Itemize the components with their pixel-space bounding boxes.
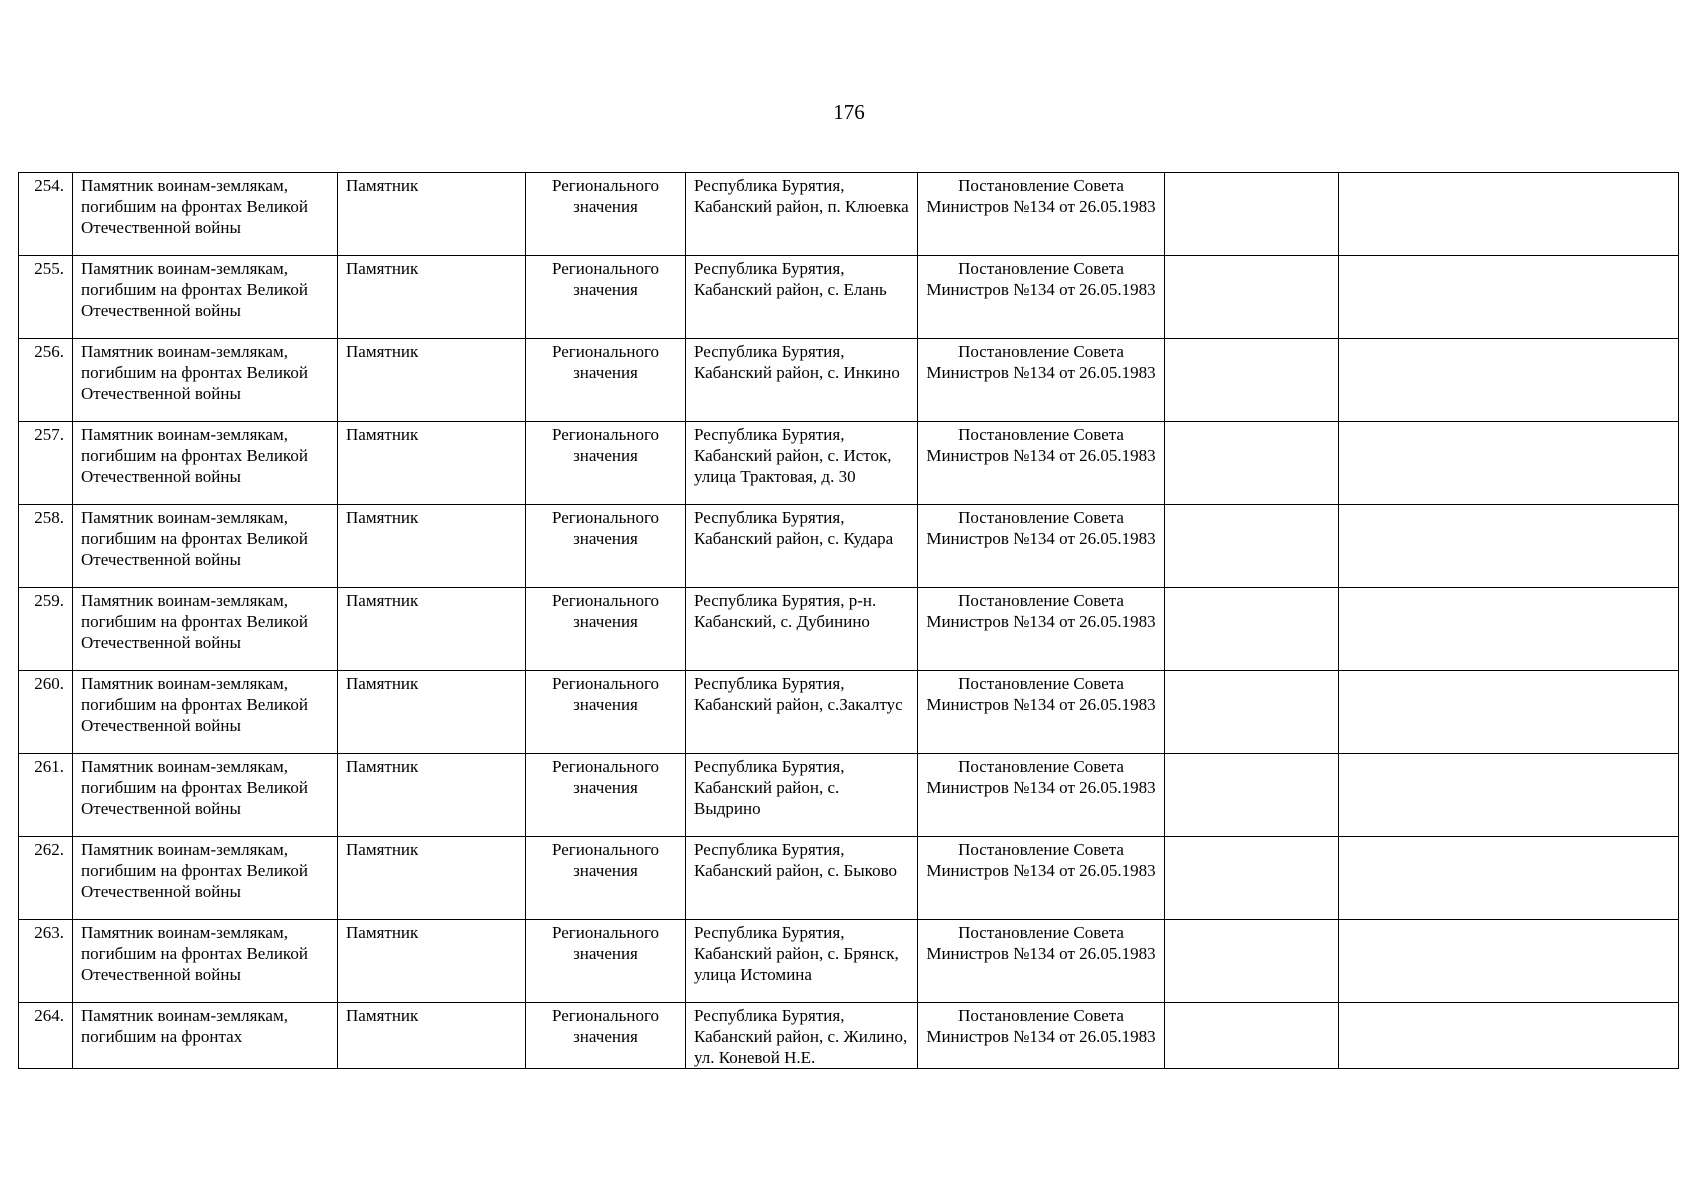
row-number: 259. xyxy=(19,588,73,671)
legal-document: Постановление Совета Министров №134 от 26.05.1983 xyxy=(918,671,1165,754)
object-name: Памятник воинам-землякам, погибшим на фронтах Великой Отечественной войны xyxy=(73,339,338,422)
object-type: Памятник xyxy=(338,256,526,339)
page-number: 176 xyxy=(833,100,865,124)
object-type: Памятник xyxy=(338,422,526,505)
significance-category: Регионального значения xyxy=(526,754,686,837)
object-name: Памятник воинам-землякам, погибшим на фронтах Великой Отечественной войны xyxy=(73,837,338,920)
table-row xyxy=(19,920,1679,1003)
empty-cell-7 xyxy=(1165,173,1339,256)
significance-category: Регионального значения xyxy=(526,422,686,505)
table-row xyxy=(19,588,1679,671)
empty-cell-8 xyxy=(1339,256,1679,339)
object-type: Памятник xyxy=(338,837,526,920)
object-name: Памятник воинам-землякам, погибшим на фронтах Великой Отечественной войны xyxy=(73,256,338,339)
object-address: Республика Бурятия, Кабанский район, с. Инкино xyxy=(686,339,918,422)
empty-cell-7 xyxy=(1165,256,1339,339)
row-number: 255. xyxy=(19,256,73,339)
row-number: 254. xyxy=(19,173,73,256)
object-address: Республика Бурятия, Кабанский район, с. Быково xyxy=(686,837,918,920)
empty-cell-8 xyxy=(1339,588,1679,671)
object-address: Республика Бурятия, Кабанский район, с. Жилино, ул. Коневой Н.Е. xyxy=(686,1003,918,1069)
object-address: Республика Бурятия, Кабанский район, с. Кудара xyxy=(686,505,918,588)
object-type: Памятник xyxy=(338,1003,526,1069)
empty-cell-7 xyxy=(1165,422,1339,505)
object-address: Республика Бурятия, Кабанский район, с. Брянск, улица Истомина xyxy=(686,920,918,1003)
table-row xyxy=(19,505,1679,588)
object-type: Памятник xyxy=(338,920,526,1003)
empty-cell-7 xyxy=(1165,588,1339,671)
empty-cell-7 xyxy=(1165,505,1339,588)
object-address: Республика Бурятия, Кабанский район, п. Клюевка xyxy=(686,173,918,256)
table-row xyxy=(19,754,1679,837)
empty-cell-7 xyxy=(1165,1003,1339,1069)
significance-category: Регионального значения xyxy=(526,1003,686,1069)
heritage-registry-table xyxy=(18,172,1679,1069)
empty-cell-8 xyxy=(1339,339,1679,422)
row-number: 257. xyxy=(19,422,73,505)
object-type: Памятник xyxy=(338,173,526,256)
row-number: 264. xyxy=(19,1003,73,1069)
significance-category: Регионального значения xyxy=(526,173,686,256)
table-row xyxy=(19,837,1679,920)
legal-document: Постановление Совета Министров №134 от 26.05.1983 xyxy=(918,339,1165,422)
table-row xyxy=(19,671,1679,754)
object-type: Памятник xyxy=(338,588,526,671)
object-name: Памятник воинам-землякам, погибшим на фронтах Великой Отечественной войны xyxy=(73,920,338,1003)
empty-cell-7 xyxy=(1165,754,1339,837)
object-address: Республика Бурятия, Кабанский район, с. Выдрино xyxy=(686,754,918,837)
legal-document: Постановление Совета Министров №134 от 26.05.1983 xyxy=(918,588,1165,671)
table-body xyxy=(19,173,1679,1069)
object-address: Республика Бурятия, Кабанский район, с. Елань xyxy=(686,256,918,339)
object-name: Памятник воинам-землякам, погибшим на фронтах Великой Отечественной войны xyxy=(73,588,338,671)
empty-cell-8 xyxy=(1339,505,1679,588)
object-name: Памятник воинам-землякам, погибшим на фронтах Великой Отечественной войны xyxy=(73,671,338,754)
empty-cell-7 xyxy=(1165,671,1339,754)
empty-cell-8 xyxy=(1339,422,1679,505)
table-row xyxy=(19,1003,1679,1069)
legal-document: Постановление Совета Министров №134 от 26.05.1983 xyxy=(918,173,1165,256)
row-number: 263. xyxy=(19,920,73,1003)
object-type: Памятник xyxy=(338,671,526,754)
row-number: 258. xyxy=(19,505,73,588)
legal-document: Постановление Совета Министров №134 от 26.05.1983 xyxy=(918,422,1165,505)
object-name: Памятник воинам-землякам, погибшим на фронтах Великой Отечественной войны xyxy=(73,422,338,505)
table-row xyxy=(19,256,1679,339)
legal-document: Постановление Совета Министров №134 от 26.05.1983 xyxy=(918,256,1165,339)
empty-cell-8 xyxy=(1339,837,1679,920)
legal-document: Постановление Совета Министров №134 от 26.05.1983 xyxy=(918,505,1165,588)
significance-category: Регионального значения xyxy=(526,920,686,1003)
empty-cell-8 xyxy=(1339,1003,1679,1069)
table-row xyxy=(19,173,1679,256)
empty-cell-7 xyxy=(1165,837,1339,920)
significance-category: Регионального значения xyxy=(526,505,686,588)
empty-cell-8 xyxy=(1339,754,1679,837)
significance-category: Регионального значения xyxy=(526,671,686,754)
row-number: 261. xyxy=(19,754,73,837)
empty-cell-8 xyxy=(1339,173,1679,256)
object-name: Памятник воинам-землякам, погибшим на фронтах Великой Отечественной войны xyxy=(73,505,338,588)
empty-cell-7 xyxy=(1165,920,1339,1003)
row-number: 262. xyxy=(19,837,73,920)
empty-cell-7 xyxy=(1165,339,1339,422)
significance-category: Регионального значения xyxy=(526,588,686,671)
row-number: 260. xyxy=(19,671,73,754)
object-type: Памятник xyxy=(338,754,526,837)
row-number: 256. xyxy=(19,339,73,422)
object-address: Республика Бурятия, Кабанский район, с.Закалтус xyxy=(686,671,918,754)
object-address: Республика Бурятия, р-н. Кабанский, с. Дубинино xyxy=(686,588,918,671)
table-row xyxy=(19,422,1679,505)
significance-category: Регионального значения xyxy=(526,837,686,920)
object-address: Республика Бурятия, Кабанский район, с. Исток, улица Трактовая, д. 30 xyxy=(686,422,918,505)
table-row xyxy=(19,339,1679,422)
object-name: Памятник воинам-землякам, погибшим на фронтах xyxy=(73,1003,338,1069)
legal-document: Постановление Совета Министров №134 от 26.05.1983 xyxy=(918,754,1165,837)
significance-category: Регионального значения xyxy=(526,339,686,422)
object-name: Памятник воинам-землякам, погибшим на фронтах Великой Отечественной войны xyxy=(73,173,338,256)
legal-document: Постановление Совета Министров №134 от 26.05.1983 xyxy=(918,837,1165,920)
legal-document: Постановление Совета Министров №134 от 26.05.1983 xyxy=(918,1003,1165,1069)
significance-category: Регионального значения xyxy=(526,256,686,339)
empty-cell-8 xyxy=(1339,671,1679,754)
object-type: Памятник xyxy=(338,505,526,588)
empty-cell-8 xyxy=(1339,920,1679,1003)
object-name: Памятник воинам-землякам, погибшим на фронтах Великой Отечественной войны xyxy=(73,754,338,837)
object-type: Памятник xyxy=(338,339,526,422)
legal-document: Постановление Совета Министров №134 от 26.05.1983 xyxy=(918,920,1165,1003)
